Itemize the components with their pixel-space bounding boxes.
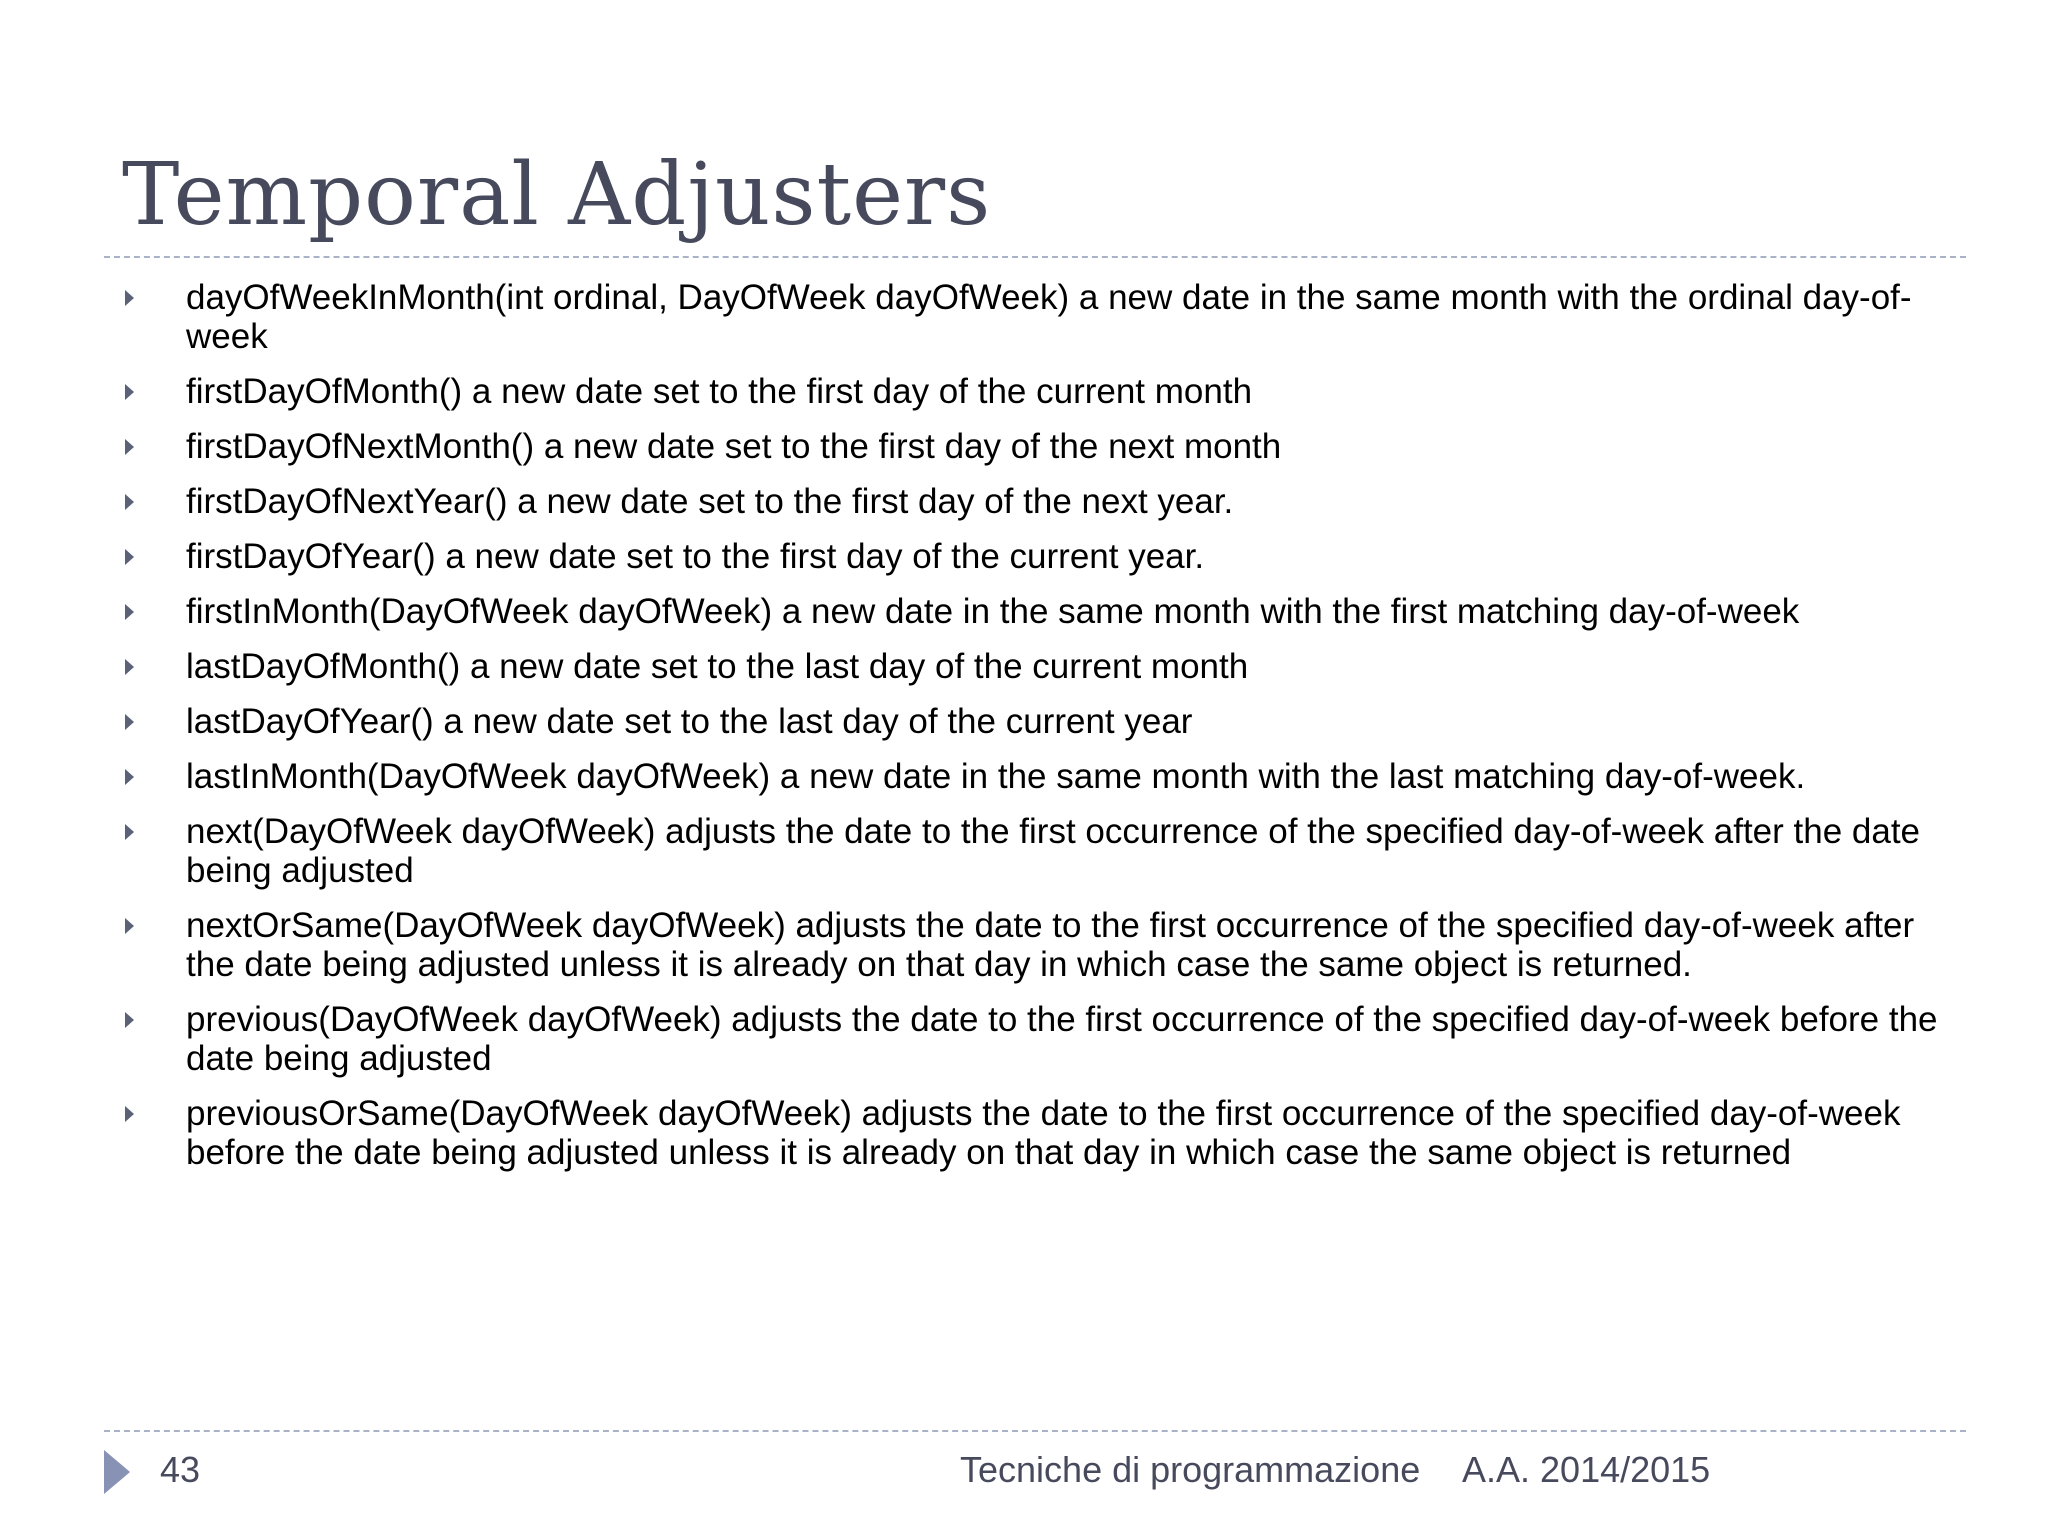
list-item [120,812,1960,890]
bullet-arrow-icon [125,494,134,510]
list-item [120,1000,1960,1078]
list-item-text: nextOrSame(DayOfWeek dayOfWeek) adjusts the date to the first occurrence of the specified day-of-week after the date being adjusted unless it is already on that day in which case the same object is returned. [186,906,1915,984]
bullet-arrow-icon [125,824,134,840]
list-item [120,757,1960,796]
list-item-text: dayOfWeekInMonth(int ordinal, DayOfWeek dayOfWeek) a new date in the same month with the ordinal day-of-week [186,278,1912,356]
list-item-text: lastInMonth(DayOfWeek dayOfWeek) a new date in the same month with the last matching day-of-week. [186,757,1806,796]
list-item [120,906,1960,984]
list-item-text: lastDayOfMonth() a new date set to the last day of the current month [186,647,1249,686]
slide-title: Temporal Adjusters [122,145,992,245]
list-item [120,1094,1960,1172]
list-item [120,278,1960,356]
bullet-arrow-icon [125,604,134,620]
page-number: 43 [160,1449,201,1490]
list-item [120,427,1960,466]
play-arrow-icon [104,1450,130,1494]
list-item [120,647,1960,686]
bullet-arrow-icon [125,290,134,306]
list-item-text: next(DayOfWeek dayOfWeek) adjusts the date to the first occurrence of the specified day-of-week after the date being adjusted [186,812,1921,890]
bullet-arrow-icon [125,439,134,455]
bullet-arrow-icon [125,918,134,934]
bullet-arrow-icon [125,549,134,565]
footer-divider [104,1430,1966,1432]
list-item-text: previous(DayOfWeek dayOfWeek) adjusts the date to the first occurrence of the specified day-of-week before the date being adjusted [186,1000,1938,1078]
list-item-text: firstDayOfYear() a new date set to the first day of the current year. [186,537,1205,576]
bullet-arrow-icon [125,769,134,785]
list-item-text: lastDayOfYear() a new date set to the last day of the current year [186,702,1193,741]
course-name: Tecniche di programmazione [960,1449,1421,1490]
list-item [120,537,1960,576]
bullet-arrow-icon [125,659,134,675]
bullet-arrow-icon [125,714,134,730]
list-item [120,592,1960,631]
bullet-arrow-icon [125,1106,134,1122]
academic-year: A.A. 2014/2015 [1462,1449,1711,1490]
list-item [120,372,1960,411]
list-item-text: firstDayOfNextMonth() a new date set to the first day of the next month [186,427,1282,466]
list-item-text: firstInMonth(DayOfWeek dayOfWeek) a new date in the same month with the first matching day-of-week [186,592,1800,631]
list-item-text: previousOrSame(DayOfWeek dayOfWeek) adjusts the date to the first occurrence of the specified day-of-week before the date being adjusted unless it is already on that day in which case the same object is returned [186,1094,1901,1172]
list-item [120,482,1960,521]
bullet-arrow-icon [125,1012,134,1028]
bullet-list [120,278,1960,1188]
list-item-text: firstDayOfMonth() a new date set to the first day of the current month [186,372,1253,411]
list-item [120,702,1960,741]
bullet-arrow-icon [125,384,134,400]
title-divider [104,256,1966,258]
list-item-text: firstDayOfNextYear() a new date set to the first day of the next year. [186,482,1234,521]
